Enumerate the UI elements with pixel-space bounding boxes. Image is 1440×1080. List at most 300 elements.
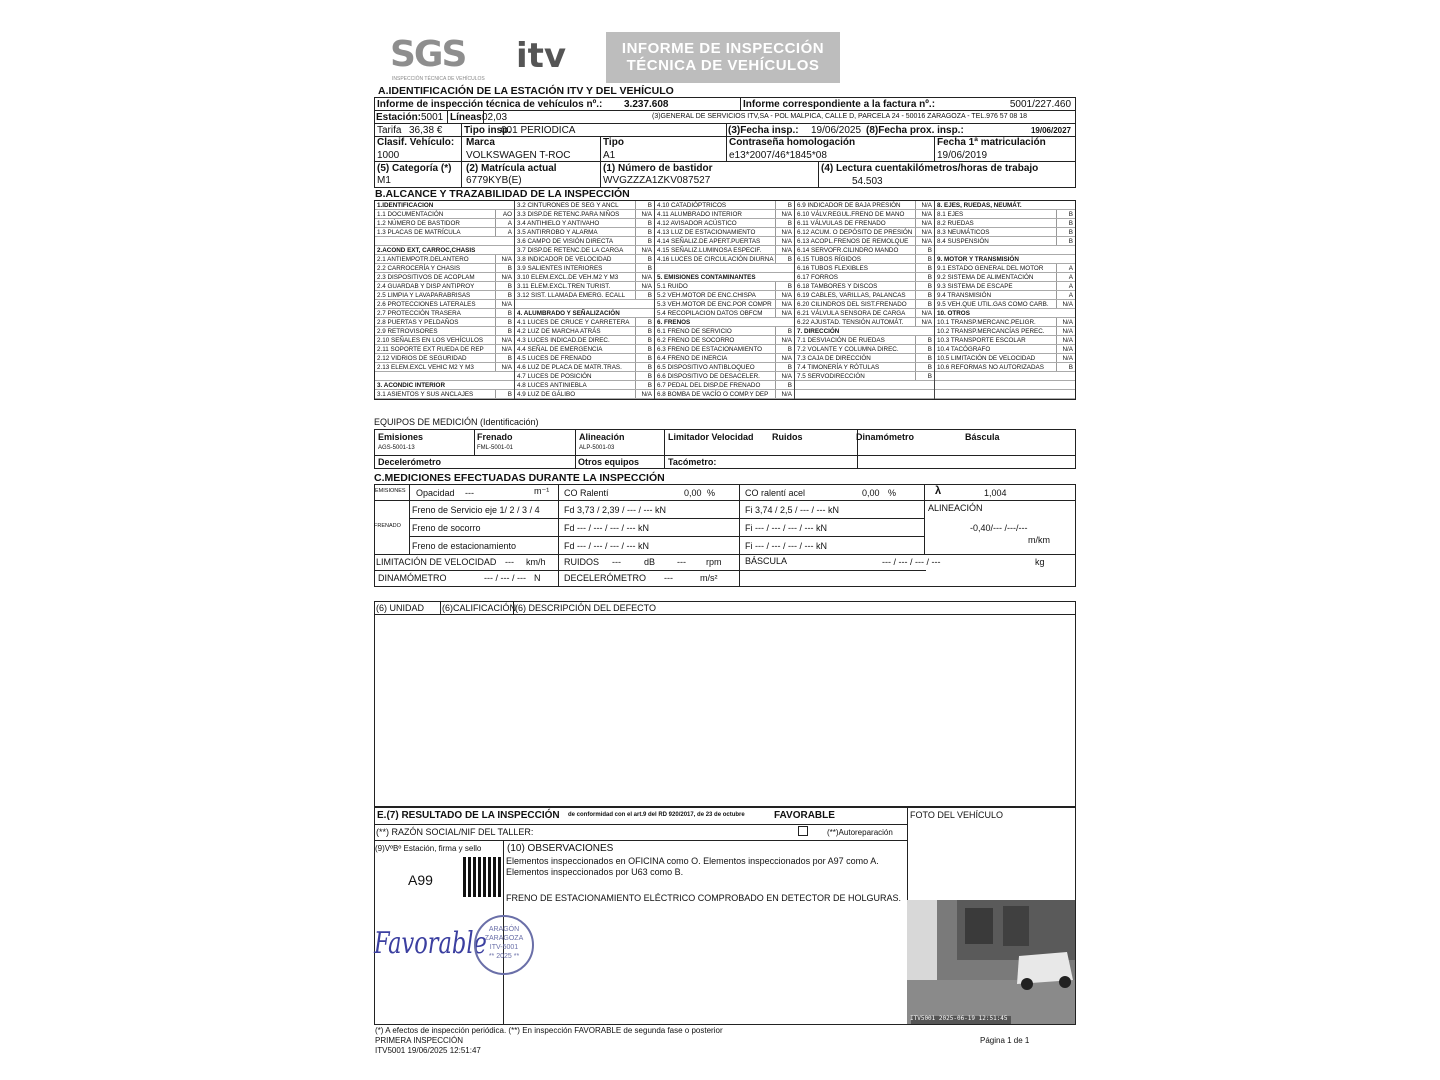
scope-item-grade: B [635,318,654,326]
decelerometro-value: --- [664,573,673,583]
limitacion-label: LIMITACIÓN DE VELOCIDAD [376,557,497,567]
scope-item-grade: B [915,255,934,263]
favorable-signature: Favorable [374,926,487,961]
scope-item-label: 4.12 AVISADOR ACÚSTICO [657,220,737,227]
scope-item-grade: B [635,237,654,245]
scope-item-grade: B [915,345,934,353]
scope-item-label: 2.1 ANTIEMPOTR.DELANTERO [377,256,469,263]
bastidor-label: (1) Número de bastidor [603,163,713,174]
scope-item-label: 4.15 SEÑALIZ.LUMINOSA ESPECIF. [657,247,762,254]
bascula-label: BÁSCULA [745,556,788,566]
scope-item [795,345,934,354]
scope-item [795,336,934,345]
alineacion-equipo-value: ALP-5001-03 [579,445,615,451]
scope-item-grade [496,246,514,254]
ruidos-value: --- [612,557,621,567]
scope-item-grade: N/A [775,390,794,398]
scope-item-label: 3.2 CINTURONES DE SEG Y ANCL [517,202,619,209]
scope-item-label: 10.2 TRANSP.MERCANCÍAS PEREC. [937,328,1045,335]
scope-item-label: 2.6 PROTECCIONES LATERALES [377,301,476,308]
scope-item [515,300,654,309]
scope-item-grade: N/A [495,363,514,371]
scope-item-label: 6.9 INDICADOR DE BAJA PRESIÓN [797,202,901,209]
scope-item [515,255,654,264]
scope-item-label: 3.10 ELEM.EXCL.DE VEH.M2 Y M3 [517,274,619,281]
scope-item [935,327,1075,336]
scope-column [515,201,655,399]
tipo-label: Tipo [603,137,624,148]
scope-item-label: 10.5 LIMITACIÓN DE VELOCIDAD [937,355,1036,362]
scope-item-grade: N/A [775,336,794,344]
scope-item [515,336,654,345]
scope-item [375,282,514,291]
emisiones-equipo-value: AGS-5001-13 [378,445,415,451]
alineacion-label: ALINEACIÓN [928,503,983,513]
scope-item-grade [496,201,514,209]
scope-item-grade: N/A [775,237,794,245]
scope-item-label: 1.1 DOCUMENTACIÓN [377,211,444,218]
scope-item-label: 3.5 ANTIRROBO Y ALARMA [517,229,598,236]
scope-item-grade [1057,309,1075,317]
scope-item-grade: N/A [775,210,794,218]
scope-item [515,210,654,219]
banner-line1: INFORME DE INSPECCIÓN [621,40,825,57]
lambda-symbol: λ [935,485,942,497]
scope-item-label: 10.3 TRANSPORTE ESCOLAR [937,337,1026,344]
section-c-title: C.MEDICIONES EFECTUADAS DURANTE LA INSPECCIÓN [374,472,665,484]
scope-item-label: 2.8 PUERTAS Y PELDAÑOS [377,319,459,326]
scope-item [935,345,1075,354]
scope-item [375,255,514,264]
scope-item-grade: N/A [495,255,514,263]
vehicle-photo [907,900,1075,1024]
scope-item [655,363,794,372]
scope-item-label: 2.7 PROTECCIÓN TRASERA [377,310,461,317]
scope-item-label: 2.13 ELEM.EXCL VEHIC M2 Y M3 [377,364,474,371]
scope-item-grade: B [775,363,794,371]
scope-item-grade: N/A [635,282,654,290]
station-stamp: ARAGÓN ZARAGOZA ITV-5001 ** 2025 ** [474,915,534,975]
report-banner [606,32,840,83]
fecha-insp-label: (3)Fecha insp.: [728,125,799,136]
ruidos-equipo-label: Ruidos [772,432,803,442]
fi-estac: Fi --- / --- / --- / --- kN [745,541,827,551]
scope-item [795,237,934,246]
scope-item-label: 4.10 CATADIÓPTRICOS [657,202,727,209]
observaciones-label: (10) OBSERVACIONES [507,843,614,854]
scope-item-grade [1057,246,1075,254]
co-ralenti-label: CO Ralentí [564,488,609,498]
contrasena-label: Contraseña homologación [729,137,856,148]
scope-item [375,228,514,237]
scope-item-label: 4.4 SEÑAL DE EMERGENCIA [517,346,603,353]
scope-item-grade: A [1056,273,1075,281]
categoria-value: M1 [377,175,391,186]
scope-item-grade: B [495,291,514,299]
scope-item-label: 2.2 CARROCERÍA Y CHASIS [377,265,461,272]
scope-item-label: 7.4 TIMONERÍA Y RÓTULAS [797,364,880,371]
scope-column [795,201,935,399]
tacometro-label: Tacómetro: [668,457,717,467]
scope-item-grade: B [635,219,654,227]
inspector-code: A99 [408,872,433,888]
scope-item [375,363,514,372]
scope-item-grade: B [775,282,794,290]
scope-item-grade: N/A [1056,300,1075,308]
scope-grid [375,201,1075,399]
scope-item [935,336,1075,345]
informe-number: 3.237.608 [624,99,669,110]
factura-number: 5001/227.460 [1009,99,1071,110]
autoreparacion-checkbox[interactable] [798,826,808,836]
lineas-value: 02,03 [482,112,508,123]
scope-item [795,228,934,237]
scope-item-label [515,300,636,308]
scope-item [935,246,1075,255]
scope-item [655,327,794,336]
scope-item [935,390,1075,399]
scope-item [515,345,654,354]
fecha-insp-value: 19/06/2025 [811,125,862,136]
razon-label: (**) RAZÓN SOCIAL/NIF DEL TALLER: [376,827,534,837]
freno-servicio-label: Freno de Servicio eje 1/ 2 / 3 / 4 [412,505,540,515]
inspection-result: FAVORABLE [774,810,835,821]
limitacion-unit: km/h [526,557,546,567]
unidad-header: (6) UNIDAD [376,603,425,613]
scope-item-label [935,381,1057,389]
scope-item-grade: N/A [1056,354,1075,362]
scope-item-label: 6.4 FRENO DE INERCIA [657,355,728,362]
scope-item-grade [1057,381,1075,389]
fd-estac: Fd --- / --- / --- / --- kN [564,541,649,551]
scope-item-label: 3.6 CAMPO DE VISIÓN DIRECTA [517,238,614,245]
section-b-title: B.ALCANCE Y TRAZABILIDAD DE LA INSPECCIÓN [375,188,630,200]
dinamometro-unit: N [534,573,541,583]
scope-item-grade: B [495,318,514,326]
calificacion-header: (6)CALIFICACIÓN [442,603,517,613]
scope-item-grade: B [915,354,934,362]
scope-item-label: 6.5 DISPOSITIVO ANTIBLOQUEO [657,364,755,371]
scope-item-label: 3.11 ELEM.EXCL.TREN TURIST. [517,283,611,290]
scope-item [795,246,934,255]
scope-item-grade: N/A [775,354,794,362]
scope-item [655,345,794,354]
scope-item [795,354,934,363]
scope-item-label: 7.5 SERVODIRECCIÓN [797,373,865,380]
co-ralenti-unit: % [707,488,716,498]
scope-item-grade: B [635,345,654,353]
scope-item-label: 7.3 CAJA DE DIRECCIÓN [797,355,871,362]
lectura-label: (4) Lectura cuentakilómetros/horas de trabajo [821,163,1039,174]
scope-item-label [935,246,1057,254]
scope-item-label: 1.2 NÚMERO DE BASTIDOR [377,220,460,227]
scope-section-header [935,201,1075,210]
scope-item-label: 3.1 ASIENTOS Y SUS ANCLAJES [377,391,474,398]
scope-item-label [795,390,916,398]
scope-item [375,345,514,354]
scope-item-label: 1.IDENTIFICACION [377,202,434,209]
sgs-logo: SGS [390,34,466,75]
scope-item-label: 4.5 LUCES DE FRENADO [517,355,592,362]
scope-item-grade: B [775,219,794,227]
scope-item-label: 6.21 VÁLVULA SENSORA DE CARGA [797,310,906,317]
clasif-label: Clasif. Vehículo: [377,137,455,148]
scope-item-grade: B [915,336,934,344]
footer-primera: PRIMERA INSPECCIÓN [375,1036,464,1045]
scope-item-grade: B [635,291,654,299]
scope-item-label: 5. EMISIONES CONTAMINANTES [657,274,756,281]
section-e-note: de conformidad con el art.9 del RD 920/2017, de 23 de octubre [568,812,745,818]
scope-item-label: 4.9 LUZ DE GÁLIBO [517,391,576,398]
scope-item [375,372,514,381]
marca-label: Marca [466,137,495,148]
scope-item [795,264,934,273]
scope-item [375,291,514,300]
scope-item-label: 2.11 SOPORTE EXT RUEDA DE REP [377,346,484,353]
scope-item [935,363,1075,372]
scope-item-label: 6.19 CABLES, VARILLAS, PALANCAS [797,292,906,299]
scope-item [655,219,794,228]
scope-section-header [375,381,514,390]
descripcion-header: (6) DESCRIPCIÓN DEL DEFECTO [515,603,657,613]
scope-item [515,327,654,336]
scope-item-label: 6.17 FORROS [797,274,838,281]
scope-item [655,255,794,264]
co-acel-value: 0,00 [862,488,880,498]
scope-item [515,273,654,282]
scope-item-grade [776,273,794,281]
dinamometro-label: DINAMÓMETRO [378,573,447,583]
scope-item-grade: N/A [635,210,654,218]
scope-item [795,255,934,264]
bastidor-value: WVGZZZA1ZKV087527 [603,175,711,186]
scope-item-label: 3.3 DISP.DE RETENC.PARA NIÑOS [517,211,620,218]
scope-item-label: 9.4 TRANSMISIÓN [937,292,992,299]
scope-item-label: 8.1 EJES [937,211,964,218]
scope-item-label: 6.10 VÁLV.REGUL.FRENO DE MANO [797,211,905,218]
scope-item-grade: B [775,201,794,209]
scope-item-grade: N/A [635,390,654,398]
defects-box [374,601,1076,807]
scope-item [795,309,934,318]
scope-item-grade: B [495,264,514,272]
scope-item-grade: B [495,327,514,335]
scope-item [375,300,514,309]
scope-item-label: 4.1 LUCES DE CRUCE Y CARRETERA [517,319,630,326]
scope-item-grade: B [495,282,514,290]
scope-item [515,318,654,327]
scope-item-grade: B [915,363,934,371]
scope-item [655,291,794,300]
matricula-label: (2) Matrícula actual [466,163,557,174]
scope-item-grade [1057,372,1075,380]
scope-item-grade: N/A [495,300,514,308]
scope-item-label: 4.14 SEÑALIZ.DE APERT.PUERTAS [657,238,761,245]
scope-item [795,300,934,309]
scope-item-label: 2.5 LIMPIA Y LAVAPARABRISAS [377,292,471,299]
lectura-value: 54.503 [852,176,883,187]
photo-timestamp: ITV5001 2025-06-19 12:51:45 [910,1015,1008,1022]
scope-item-label: 9. MOTOR Y TRANSMISIÓN [937,256,1019,263]
scope-item [515,201,654,210]
scope-item-label: 7.2 VOLANTE Y COLUMNA DIREC. [797,346,899,353]
scope-item-label: 9.5 VEH.QUE UTIL.GAS COMO CARB. [937,301,1049,308]
scope-item [655,372,794,381]
scope-item [515,291,654,300]
bascula-value: --- / --- / --- / --- [882,557,941,567]
tarifa-label: Tarifa [377,125,402,136]
inspection-report-page [372,0,1077,1080]
fd-servicio: Fd 3,73 / 2,39 / --- / --- kN [564,505,667,515]
scope-item-label [935,372,1057,380]
scope-item-grade [776,318,794,326]
scope-item-grade [496,237,514,245]
scope-item-grade: B [1056,237,1075,245]
scope-item-label: 6.1 FRENO DE SERVICIO [657,328,732,335]
scope-item-label [375,237,496,245]
scope-item-label: 4.7 LUCES DE POSICIÓN [517,373,592,380]
scope-item-label: 6. FRENOS [657,319,691,326]
scope-item-grade: B [635,201,654,209]
scope-item-label: 6.11 VÁLVULAS DE FRENADO [797,220,886,227]
scope-item-grade: N/A [495,345,514,353]
alineacion-unit: m/km [1028,535,1050,545]
scope-section-header [655,273,794,282]
fecha-prox-label: (8)Fecha prox. insp.: [866,125,964,136]
scope-item [375,318,514,327]
empresa-text: (3)GENERAL DE SERVICIOS ITV,SA - POL MALPICA, CALLE D, PARCELA 24 - 50016 ZARAGOZA - TEL.976 57 08 18 [652,113,1028,120]
scope-item-grade: B [915,246,934,254]
scope-item-label: 6.16 TUBOS FLEXIBLES [797,265,868,272]
scope-item-grade: B [495,354,514,362]
scope-item-label: 6.14 SERVOFR.CILINDRO MANDO [797,247,899,254]
scope-item-grade: N/A [915,309,934,317]
frenado-equipo-label: Frenado [477,432,513,442]
scope-item-label: 4. ALUMBRADO Y SEÑALIZACIÓN [517,310,620,317]
section-e-title: E.(7) RESULTADO DE LA INSPECCIÓN [377,810,560,821]
scope-item [375,354,514,363]
scope-item [655,201,794,210]
limitador-equipo-label: Limitador Velocidad [668,432,754,442]
tipo-insp-value: 001 PERIODICA [501,125,576,136]
co-acel-unit: % [888,488,897,498]
scope-item-label: 5.4 RECOPILACION DATOS OBFCM [657,310,763,317]
matricula-value: 6779KYB(E) [466,175,522,186]
footer-timestamp: ITV5001 19/06/2025 12:51:47 [375,1046,481,1055]
scope-section-header [375,246,514,255]
scope-item-label: 3. ACONDIC INTERIOR [377,382,445,389]
marca-value: VOLKSWAGEN T-ROC [466,150,571,161]
scope-item-label: 4.3 LUCES INDICAD.DE DIREC. [517,337,610,344]
scope-item-label: 4.11 ALUMBRADO INTERIOR [657,211,742,218]
scope-item-grade [916,381,934,389]
foto-label: FOTO DEL VEHÍCULO [910,810,1004,820]
scope-item-grade: B [775,345,794,353]
scope-item-grade: B [1056,210,1075,218]
scope-item-grade: B [495,390,514,398]
scope-item [375,390,514,399]
scope-item-label: 2.9 RETROVISORES [377,328,438,335]
scope-item [655,381,794,390]
scope-item-grade: N/A [635,246,654,254]
scope-item-grade: B [775,255,794,263]
scope-item-label: 6.8 BOMBA DE VACÍO O COMP.Y DEP [657,391,769,398]
scope-item [655,282,794,291]
freno-socorro-label: Freno de socorro [412,523,481,533]
scope-item-grade: B [1056,219,1075,227]
fd-socorro: Fd --- / --- / --- / --- kN [564,523,649,533]
scope-item-grade [636,300,654,308]
scope-item [795,282,934,291]
co-acel-label: CO ralentí acel [745,488,806,498]
decelerometro-unit: m/s² [700,573,718,583]
scope-item-label: 4.13 LUZ DE ESTACIONAMIENTO [657,229,756,236]
scope-item-label: 2.10 SEÑALES EN LOS VEHÍCULOS [377,337,484,344]
scope-item-label: 3.8 INDICADOR DE VELOCIDAD [517,256,612,263]
opacidad-label: Opacidad [416,488,455,498]
page-number: Página 1 de 1 [980,1036,1030,1045]
scope-item-grade [496,372,514,380]
decelerometro-equipo-label: Decelerómetro [378,457,442,467]
scope-item-grade [496,381,514,389]
scope-item [515,390,654,399]
scope-item-label: 10.1 TRANSP.MERCANC.PELIGR. [937,319,1036,326]
scope-item [375,237,514,246]
scope-item-grade: A [495,228,514,236]
scope-item-grade: B [635,228,654,236]
scope-item-grade: N/A [775,300,794,308]
scope-item-grade: B [1056,228,1075,236]
scope-item-grade: N/A [775,228,794,236]
scope-item [795,381,934,390]
dinamometro-value: --- / --- / --- [484,573,526,583]
scope-item-grade: N/A [1056,318,1075,326]
scope-item-grade: N/A [775,246,794,254]
scope-item-grade: B [915,273,934,281]
scope-item-grade: N/A [495,336,514,344]
scope-item-grade: B [1056,363,1075,371]
scope-item [935,372,1075,381]
ruidos-unit-rpm: rpm [706,557,722,567]
scope-column [935,201,1075,399]
scope-item-label: 3.4 ANTIHIELO Y ANTIVAHO [517,220,600,227]
scope-item-grade: B [635,264,654,272]
scope-item-label: 7.1 DESVIACIÓN DE RUEDAS [797,337,885,344]
scope-item [375,309,514,318]
qr-code-icon [463,857,501,897]
scope-item [795,219,934,228]
scope-item-grade: B [635,372,654,380]
scope-item-grade: B [635,327,654,335]
scope-item-label: 8. EJES, RUEDAS, NEUMÁT. [937,202,1022,209]
estacion-value: 5001 [421,112,444,123]
scope-item-label: 8.3 NEUMÁTICOS [937,229,990,236]
scope-item-grade: N/A [915,210,934,218]
lineas-label: Líneas: [450,112,486,123]
scope-item [655,300,794,309]
bascula-equipo-label: Báscula [965,432,1000,442]
scope-item [375,264,514,273]
scope-item [515,363,654,372]
scope-item-grade: N/A [495,273,514,281]
scope-item-grade: N/A [915,237,934,245]
scope-item [515,237,654,246]
scope-column [375,201,515,399]
scope-item-label: 9.2 SISTEMA DE ALIMENTACIÓN [937,274,1034,281]
scope-item-label: 4.2 LUZ DE MARCHA ATRÁS [517,328,601,335]
scope-item-grade: N/A [915,201,934,209]
ruidos-unit-db: dB [644,557,656,567]
